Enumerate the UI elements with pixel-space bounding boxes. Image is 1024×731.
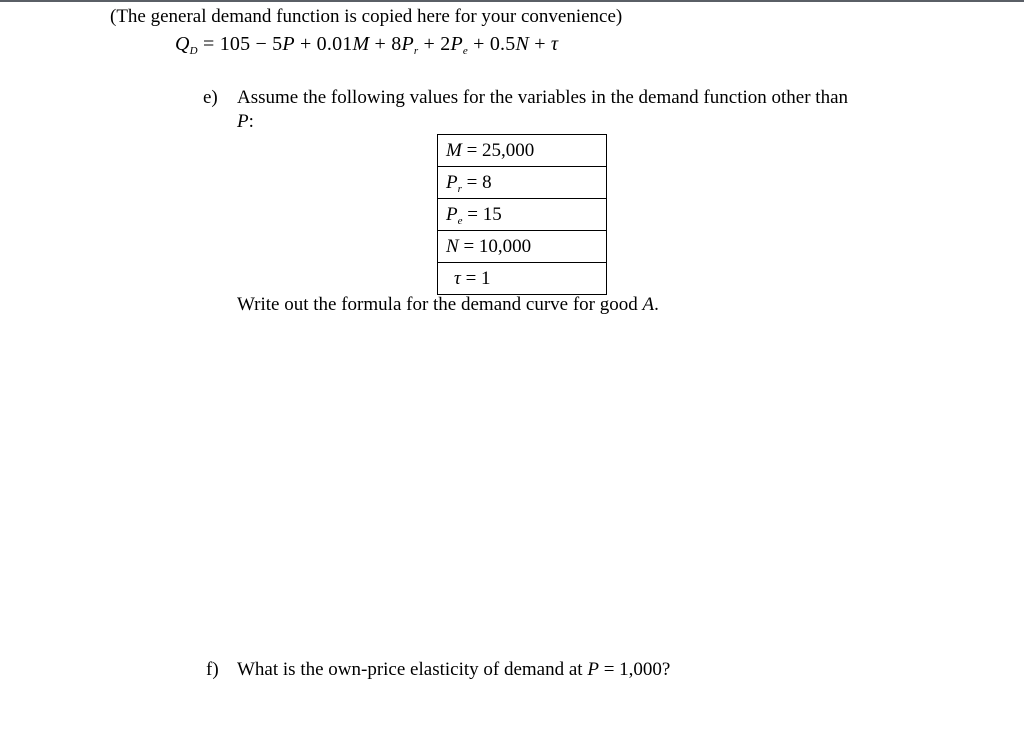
formula-n-coef: + 0.5 <box>467 33 516 55</box>
formula-m-coef: + 0.01 <box>294 33 353 55</box>
cell-sub: r <box>457 182 462 195</box>
cell-value: = 25,000 <box>461 139 535 161</box>
formula-q-sub: D <box>189 45 198 57</box>
part-e-colon: : <box>248 111 254 132</box>
cell-var: P <box>446 171 458 193</box>
cell-sub: e <box>457 214 463 227</box>
cell-var: N <box>446 235 459 257</box>
cell-var: M <box>446 139 462 161</box>
demand-function-formula <box>175 33 558 55</box>
formula-pe: P <box>450 33 463 55</box>
variable-values-table <box>437 134 607 295</box>
part-f-value: = 1,000? <box>598 659 671 680</box>
cell-var: τ <box>454 267 461 289</box>
table-cell-pe <box>438 199 607 231</box>
part-f-question: What is the own-price elasticity of demand at <box>237 659 588 680</box>
part-e-text-cont <box>237 111 254 133</box>
formula-tau: τ <box>550 33 559 55</box>
part-f-text <box>237 659 670 681</box>
formula-pe-coef: + 2 <box>418 33 451 55</box>
instruction-text: Write out the formula for the demand curve for good <box>237 294 643 315</box>
formula-n: N <box>515 33 529 55</box>
table-cell-pr <box>438 167 607 199</box>
intro-text: (The general demand function is copied here for your convenience) <box>110 6 623 27</box>
instruction-var-a: A <box>642 294 655 315</box>
part-e-instruction <box>237 294 659 316</box>
part-e-text: Assume the following values for the variables in the demand function other than <box>237 87 849 108</box>
cell-value: = 8 <box>461 171 492 193</box>
table-row <box>438 231 607 263</box>
formula-p: P <box>282 33 295 55</box>
table-row <box>438 167 607 199</box>
table-cell-tau <box>438 263 607 295</box>
cell-var: P <box>446 203 458 225</box>
formula-pe-sub: e <box>462 45 468 57</box>
instruction-period: . <box>654 294 659 315</box>
part-f-var-p: P <box>587 659 599 680</box>
formula-pr-coef: + 8 <box>369 33 402 55</box>
formula-tau-plus: + <box>529 33 551 55</box>
part-e-label: e) <box>203 87 218 108</box>
part-e-var-p: P <box>237 111 249 132</box>
formula-constant: = 105 − 5 <box>197 33 283 55</box>
table-cell-m <box>438 135 607 167</box>
formula-pr: P <box>401 33 414 55</box>
formula-q: Q <box>175 33 190 55</box>
cell-value: = 10,000 <box>458 235 532 257</box>
part-f-label: f) <box>206 659 219 680</box>
formula-m: M <box>352 33 370 55</box>
table-row <box>438 135 607 167</box>
cell-value: = 1 <box>460 267 491 289</box>
table-row <box>438 199 607 231</box>
table-row <box>438 263 607 295</box>
formula-pr-sub: r <box>413 45 419 57</box>
cell-value: = 15 <box>462 203 502 225</box>
table-cell-n <box>438 231 607 263</box>
